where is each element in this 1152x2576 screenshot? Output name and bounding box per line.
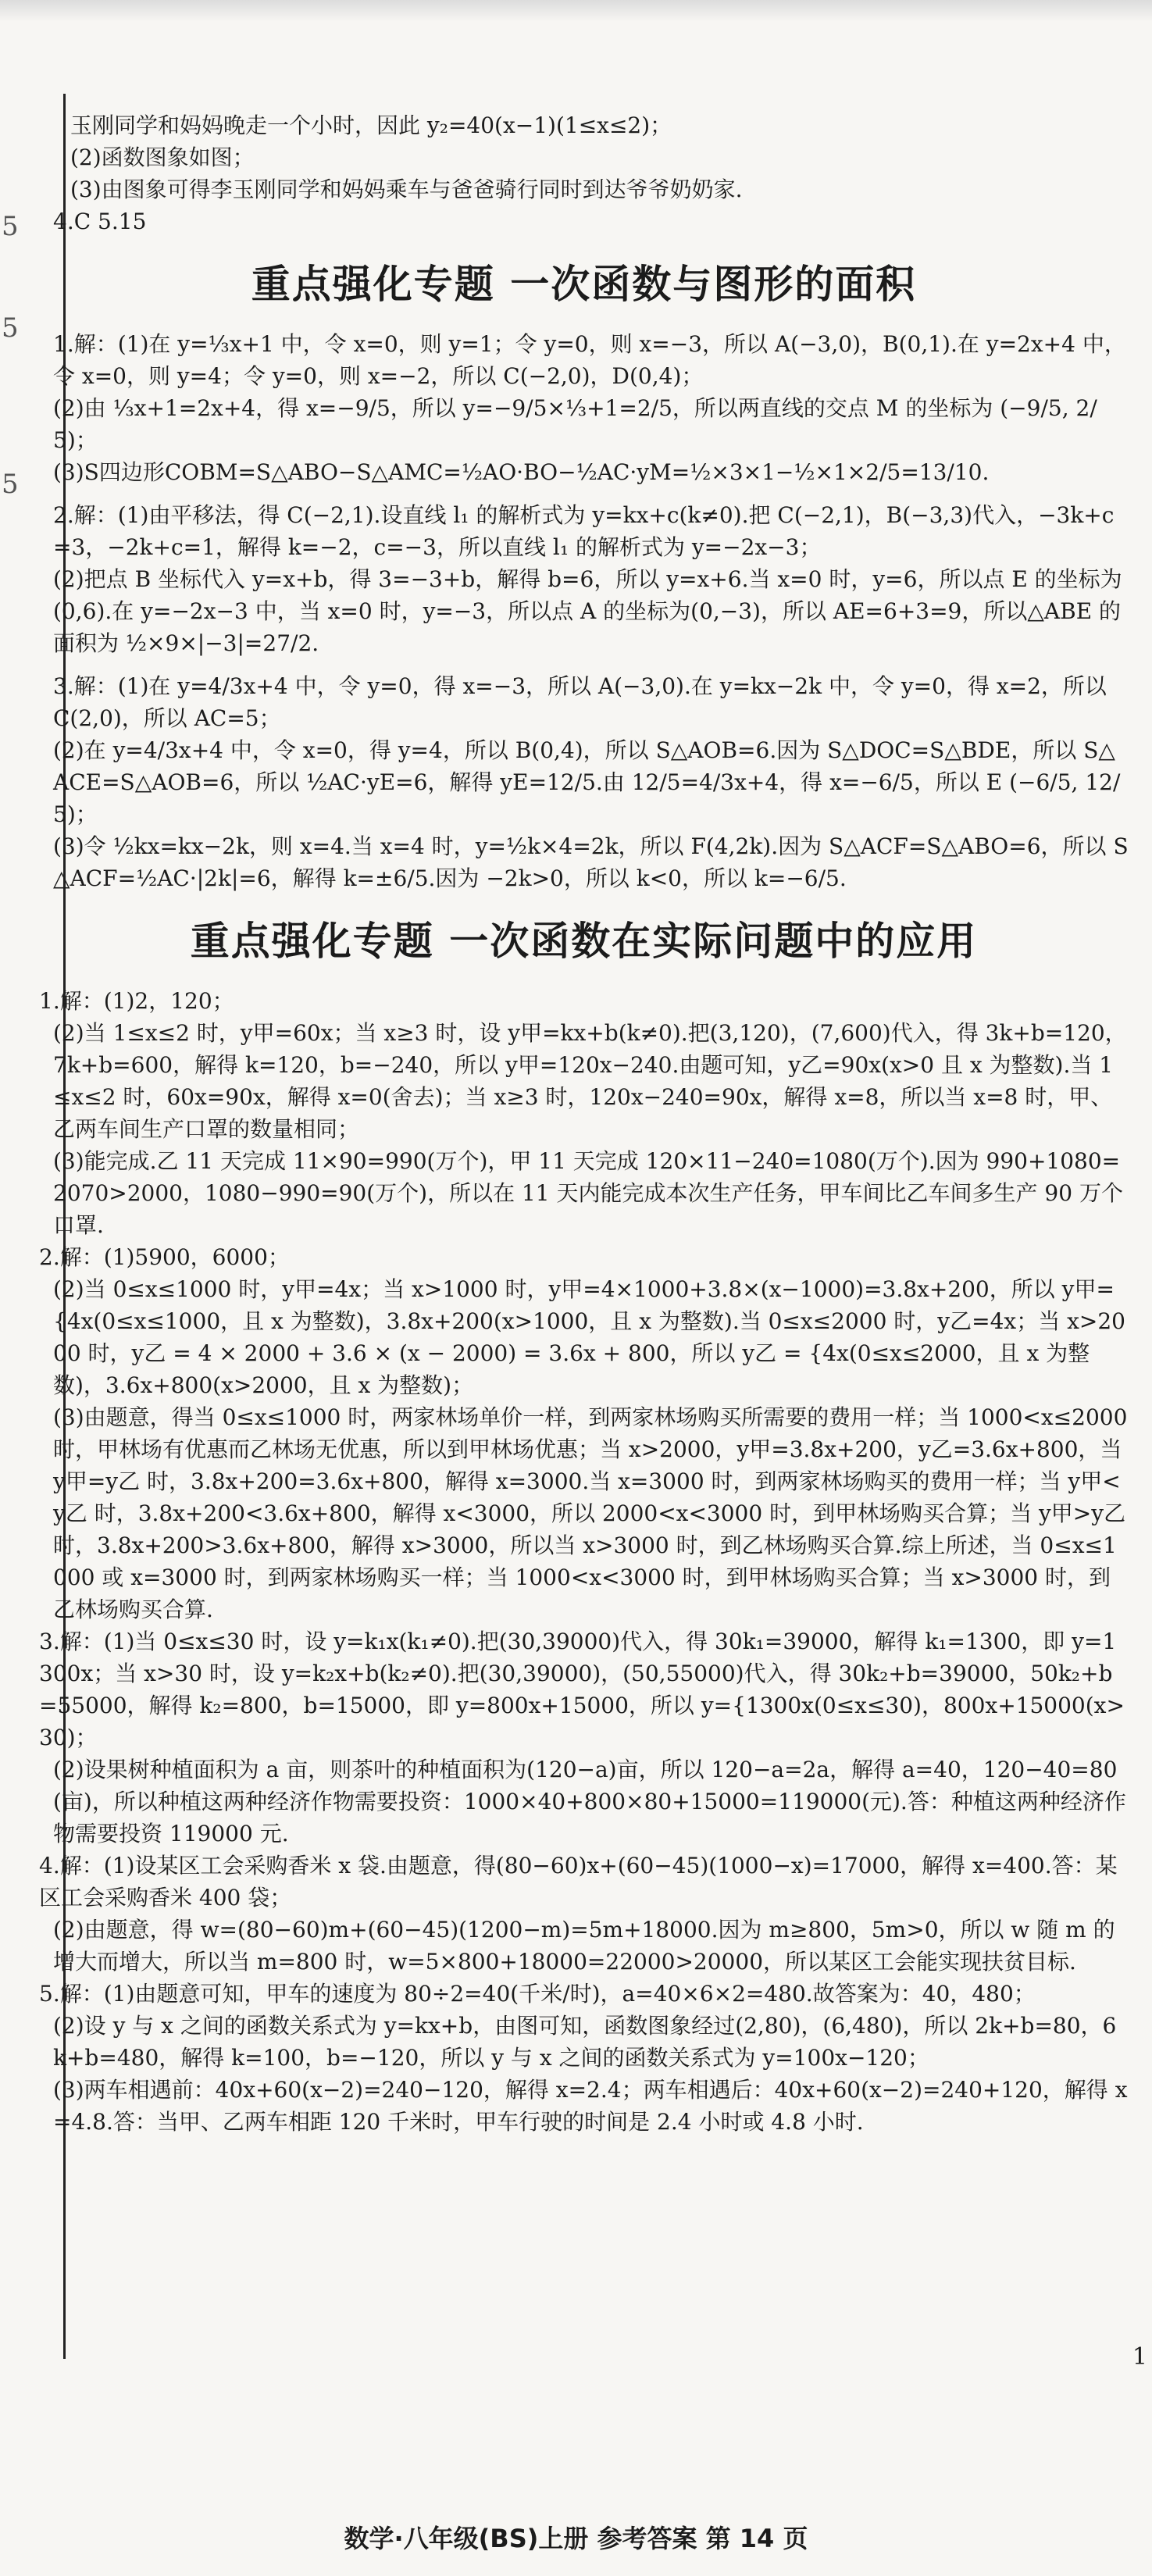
answer-paragraph: (2)设 y 与 x 之间的函数关系式为 y=kx+b，由图可知，函数图象经过(2,80)，(6,480)，所以 2k+b=80，6k+b=480，解得 k=100，b=−120，所以 y 与 x 之间的函数关系式为 y=100x−120； [53, 2013, 1117, 2071]
answer-column [39, 109, 1129, 2138]
margin-mark: 5 [2, 312, 19, 344]
answer-paragraph: (3)能完成.乙 11 天完成 11×90=990(万个)，甲 11 天完成 120×11−240=1080(万个).因为 990+1080=2070>2000，1080−990=90(万个)，所以在 11 天内能完成本次生产任务，甲车间比乙车间多生产 90 万个口罩. [53, 1148, 1123, 1238]
intro-line: (3)由图象可得李玉刚同学和妈妈乘车与爸爸骑行同时到达爷爷奶奶家. [70, 177, 743, 202]
margin-mark: 5 [2, 469, 19, 500]
answer-paragraph: (2)把点 B 坐标代入 y=x+b，得 3=−3+b，解得 b=6，所以 y=x+6.当 x=0 时，y=6，所以点 E 的坐标为(0,6).在 y=−2x−3 中，当 x=0 时，y=−3，所以点 A 的坐标为(0,−3)，所以 AE=6+3=9，所以△ABE 的面积为 ½×9×|−3|=27/2. [53, 566, 1122, 656]
answer-paragraph: (3)S四边形COBM=S△ABO−S△AMC=½AO·BO−½AC·yM=½×3×1−½×1×2/5=13/10. [53, 459, 990, 485]
answer-paragraph: (2)设果树种植面积为 a 亩，则茶叶的种植面积为(120−a)亩，所以 120−a=2a，解得 a=40，120−40=80(亩)，所以种植这两种经济作物需要投资：1000×40+800×80+15000=119000(元).答：种植这两种经济作物需要投资 119000 元. [53, 1757, 1126, 1846]
answer-paragraph: (2)当 0≤x≤1000 时，y甲=4x；当 x>1000 时，y甲=4×1000+3.8×(x−1000)=3.8x+200，所以 y甲={4x(0≤x≤1000，且 x 为整数)，3.8x+200(x>1000，且 x 为整数).当 0≤x≤2000 时，y乙=4x；当 x>2000 时，y乙 = 4 × 2000 + 3.6 × (x − 2000) = 3.6x + 800，所以 y乙 = {4x(0≤x≤2000，且 x 为整数)，3.6x+800(x>2000，且 x 为整数)； [53, 1276, 1125, 1398]
answer-paragraph: (2)由 ⅓x+1=2x+4，得 x=−9/5，所以 y=−9/5×⅓+1=2/5，所以两直线的交点 M 的坐标为 (−9/5, 2/5)； [53, 395, 1097, 453]
answer-paragraph: 1.解：(1)在 y=⅓x+1 中，令 x=0，则 y=1；令 y=0，则 x=−3，所以 A(−3,0)，B(0,1).在 y=2x+4 中，令 x=0，则 y=4；令 y=0，则 x=−2，所以 C(−2,0)，D(0,4)； [53, 331, 1126, 389]
answer-paragraph: (3)由题意，得当 0≤x≤1000 时，两家林场单价一样，到两家林场购买所需要的费用一样；当 1000<x≤2000 时，甲林场有优惠而乙林场无优惠，所以到甲林场优惠；当 x>2000，y甲=3.8x+200，y乙=3.6x+800，当 y甲=y乙 时，3.8x+200=3.6x+800，解得 x=3000.当 x=3000 时，到两家林场购买的费用一样；当 y甲<y乙 时，3.8x+200<3.6x+800，解得 x<3000，所以 2000<x<3000 时，到甲林场购买合算；当 y甲>y乙 时，3.8x+200>3.6x+800，解得 x>3000，所以当 x>3000 时，到乙林场购买合算.综上所述，当 0≤x≤1000 或 x=3000 时，到两家林场购买一样；当 1000<x<3000 时，到甲林场购买合算；当 x>3000 时，到乙林场购买合算. [53, 1404, 1128, 1622]
margin-mark: 5 [2, 211, 19, 242]
answer-paragraph: (3)令 ½kx=kx−2k，则 x=4.当 x=4 时，y=½k×4=2k，所以 F(4,2k).因为 S△ACF=S△ABO=6，所以 S△ACF=½AC·|2k|=6，解得 k=±6/5.因为 −2k>0，所以 k<0，所以 k=−6/5. [53, 833, 1129, 891]
answer-paragraph: (2)由题意，得 w=(80−60)m+(60−45)(1200−m)=5m+18000.因为 m≥800，5m>0，所以 w 随 m 的增大而增大，所以当 m=800 时，w=5×800+18000=22000>20000，所以某区工会能实现扶贫目标. [53, 1917, 1115, 1975]
section-heading: 重点强化专题 一次函数在实际问题中的应用 [190, 919, 978, 964]
section-heading: 重点强化专题 一次函数与图形的面积 [251, 262, 917, 307]
answer-paragraph: 1.解：(1)2，120； [39, 988, 234, 1014]
intro-line: 4.C 5.15 [53, 209, 147, 234]
answer-paragraph: 2.解：(1)5900，6000； [39, 1244, 290, 1270]
side-page-number: 1 [1132, 2343, 1147, 2371]
answer-paragraph: 2.解：(1)由平移法，得 C(−2,1).设直线 l₁ 的解析式为 y=kx+c(k≠0).把 C(−2,1)，B(−3,3)代入，−3k+c=3，−2k+c=1，解得 k=−2，c=−3，所以直线 l₁ 的解析式为 y=−2x−3； [53, 502, 1115, 560]
scan-edge [0, 0, 1152, 22]
answer-paragraph: (3)两车相遇前：40x+60(x−2)=240−120，解得 x=2.4；两车相遇后：40x+60(x−2)=240+120，解得 x=4.8.答：当甲、乙两车相距 120 千米时，甲车行驶的时间是 2.4 小时或 4.8 小时. [53, 2077, 1128, 2135]
answer-paragraph: 3.解：(1)在 y=4/3x+4 中，令 y=0，得 x=−3，所以 A(−3,0).在 y=kx−2k 中，令 y=0，得 x=2，所以 C(2,0)，所以 AC=5； [53, 673, 1107, 731]
answer-paragraph: (2)当 1≤x≤2 时，y甲=60x；当 x≥3 时，设 y甲=kx+b(k≠0).把(3,120)，(7,600)代入，得 3k+b=120，7k+b=600，解得 k=120，b=−240，所以 y甲=120x−240.由题可知，y乙=90x(x>0 且 x 为整数).当 1≤x≤2 时，60x=90x，解得 x=0(舍去)；当 x≥3 时，120x−240=90x，解得 x=8，所以当 x=8 时，甲、乙两车间生产口罩的数量相同； [53, 1020, 1127, 1142]
answer-paragraph: 5.解：(1)由题意可知，甲车的速度为 80÷2=40(千米/时)，a=40×6×2=480.故答案为：40，480； [39, 1981, 1036, 2007]
intro-line: 玉刚同学和妈妈晚走一个小时，因此 y₂=40(x−1)(1≤x≤2)； [70, 112, 672, 138]
answer-paragraph: 4.解：(1)设某区工会采购香米 x 袋.由题意，得(80−60)x+(60−45)(1000−x)=17000，解得 x=400.答：某区工会采购香米 400 袋； [39, 1853, 1118, 1911]
answer-paragraph: (2)在 y=4/3x+4 中，令 x=0，得 y=4，所以 B(0,4)，所以 S△AOB=6.因为 S△DOC=S△BDE，所以 S△ACE=S△AOB=6，所以 ½AC·yE=6，解得 yE=12/5.由 12/5=4/3x+4，得 x=−6/5，所以 E (−6/5, 12/5)； [53, 737, 1121, 827]
answer-paragraph: 3.解：(1)当 0≤x≤30 时，设 y=k₁x(k₁≠0).把(30,39000)代入，得 30k₁=39000，解得 k₁=1300，即 y=1300x；当 x>30 时，设 y=k₂x+b(k₂≠0).把(30,39000)，(50,55000)代入，得 30k₂+b=39000，50k₂+b=55000，解得 k₂=800，b=15000，即 y=800x+15000，所以 y={1300x(0≤x≤30)，800x+15000(x>30)； [39, 1629, 1125, 1750]
page-footer: 数学·八年级(BS)上册 参考答案 第 14 页 [344, 2524, 808, 2553]
intro-line: (2)函数图象如图； [70, 144, 255, 170]
